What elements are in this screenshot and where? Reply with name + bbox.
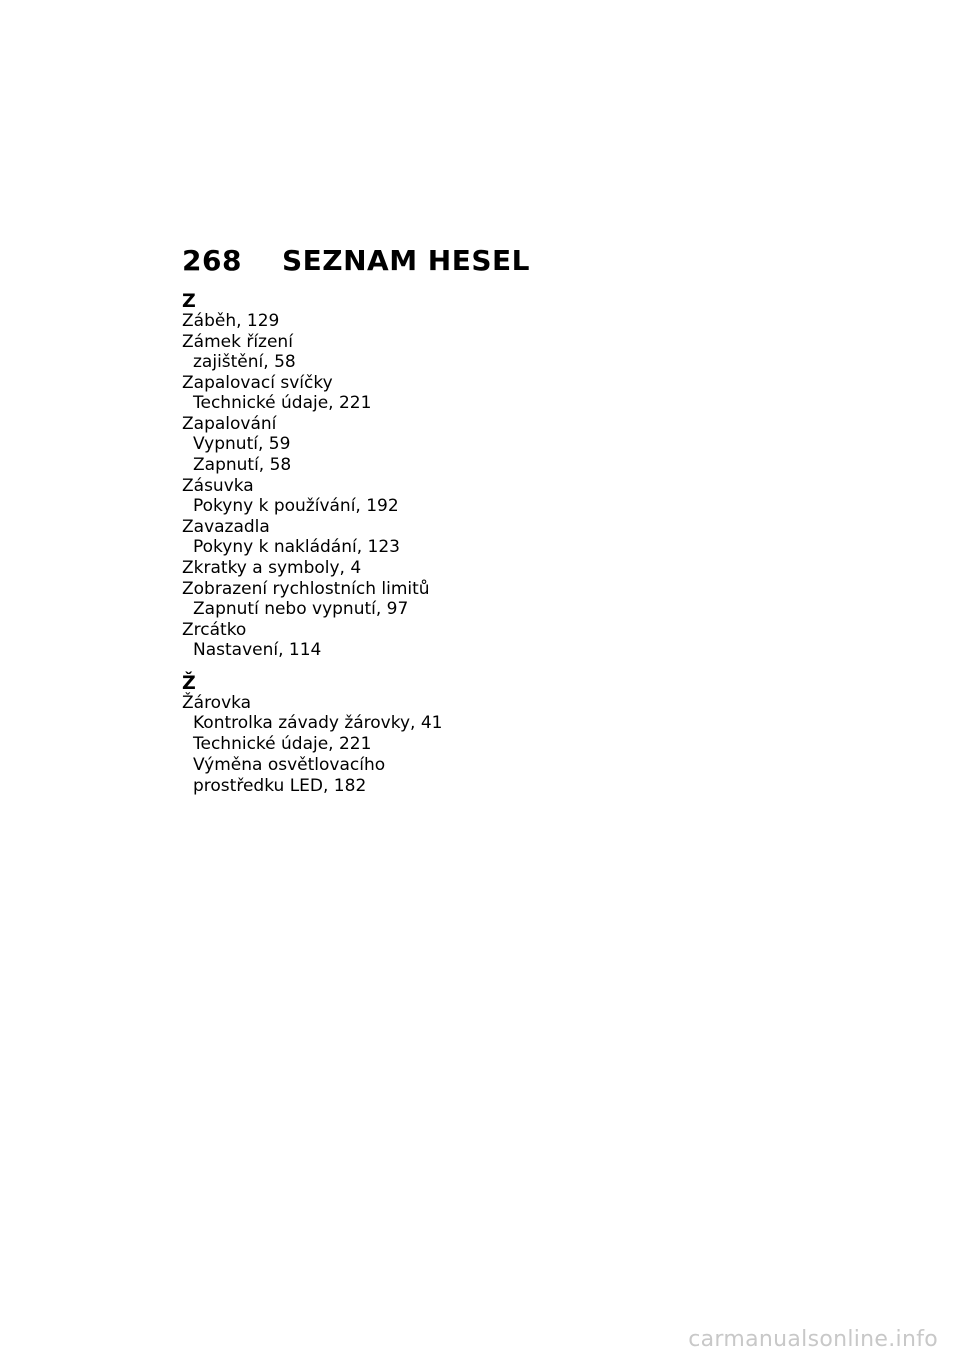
entry-term: Zrcátko (182, 620, 247, 640)
index-entry (182, 693, 782, 796)
section-letter: Ž (182, 672, 196, 694)
entry-subterm: prostředku LED, 182 (193, 776, 367, 796)
index-entry (182, 311, 782, 331)
index-entry (182, 373, 782, 413)
entry-subterm: Výměna osvětlovacího (193, 755, 386, 775)
index-entry (182, 579, 782, 619)
page-title: SEZNAM HESEL (282, 244, 531, 277)
page-header (182, 244, 530, 278)
index-entry (182, 620, 782, 660)
entry-subterm: Technické údaje, 221 (193, 393, 372, 413)
index-section-zh (182, 674, 782, 796)
entry-term: Žárovka (182, 693, 252, 713)
index-list (182, 292, 782, 796)
entry-term: Zavazadla (182, 517, 270, 537)
entry-term: Zkratky a symboly, 4 (182, 558, 362, 578)
entry-term: Zobrazení rychlostních limitů (182, 579, 430, 599)
index-entry (182, 476, 782, 516)
entry-subterm: Technické údaje, 221 (193, 734, 372, 754)
index-entry (182, 558, 782, 578)
entry-subterm: Kontrolka závady žárovky, 41 (193, 713, 443, 733)
entry-term: Zapalovací svíčky (182, 373, 333, 393)
entry-subterm: Zapnutí, 58 (193, 455, 292, 475)
entry-subterm: Pokyny k nakládání, 123 (193, 537, 400, 557)
entry-subterm: Zapnutí nebo vypnutí, 97 (193, 599, 409, 619)
index-entry (182, 332, 782, 372)
watermark: carmanualsonline.info (688, 1327, 938, 1352)
entry-subterm: Vypnutí, 59 (193, 434, 291, 454)
entry-term: Zapalování (182, 414, 277, 434)
entry-subterm: Pokyny k používání, 192 (193, 496, 399, 516)
entry-subterm: Nastavení, 114 (193, 640, 322, 660)
index-entry (182, 414, 782, 475)
index-section-z (182, 292, 782, 660)
entry-term: Zámek řízení (182, 332, 293, 352)
section-letter: Z (182, 290, 196, 312)
entry-term: Zásuvka (182, 476, 254, 496)
entry-term: Záběh, 129 (182, 311, 280, 331)
entry-subterm: zajištění, 58 (193, 352, 296, 372)
page-number: 268 (182, 244, 242, 277)
index-entry (182, 517, 782, 557)
